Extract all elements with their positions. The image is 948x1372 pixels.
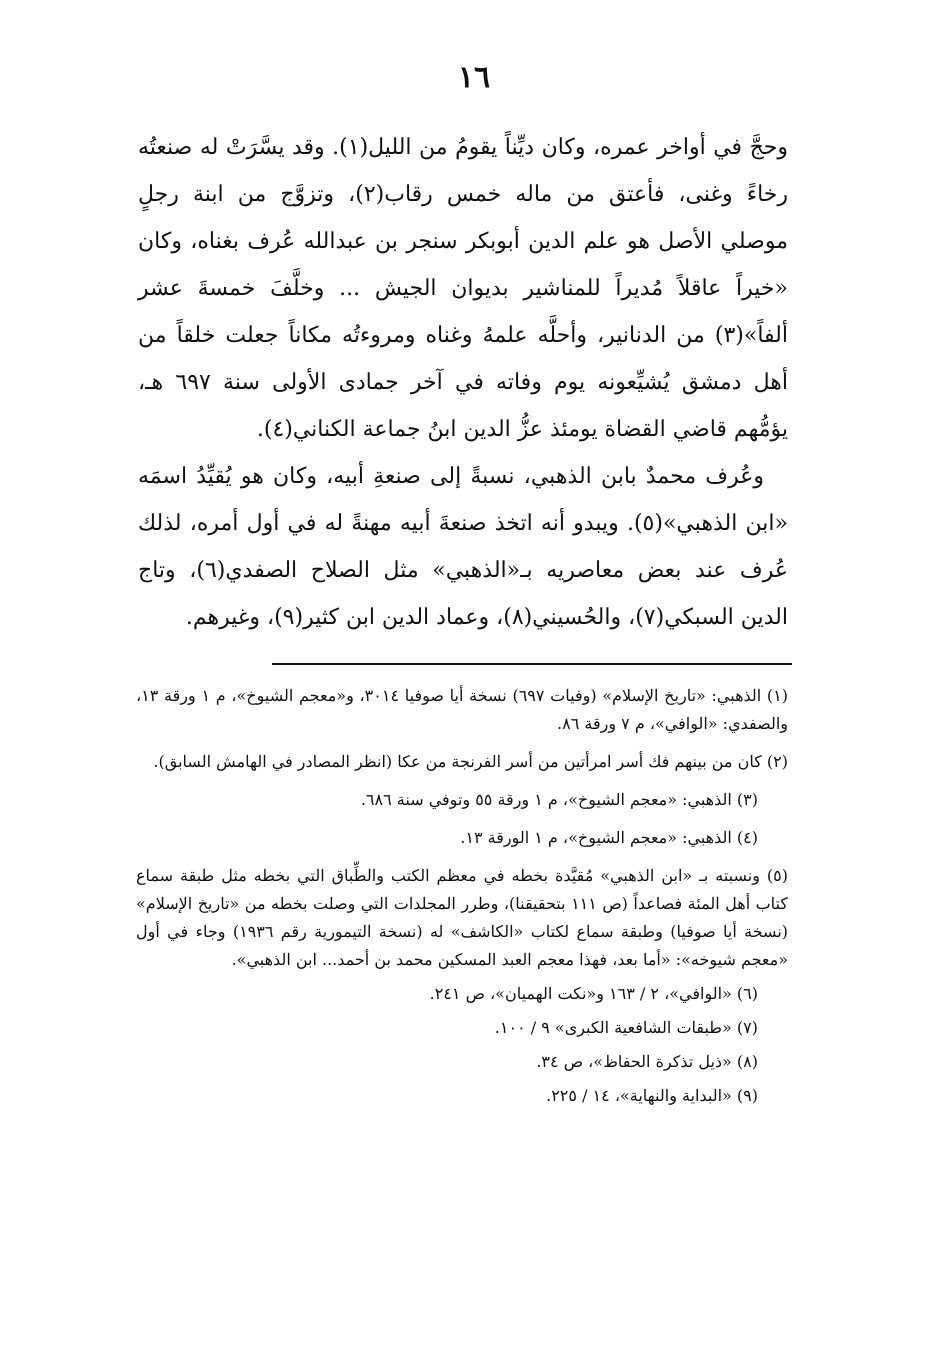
page-number: ١٦ <box>457 60 491 95</box>
footnote-9: (٩) «البداية والنهاية»، ١٤ / ٢٢٥. <box>546 1086 758 1105</box>
footnote-separator <box>272 663 792 665</box>
footnote-5: (٥) ونسبته بـ «ابن الذهبي» مُقيَّدة بخطه في معظم الكتب والطِّباق التي بخطه مثل طبقة سماع كتاب أهل المئة فصاعداً (ص ١١١ بتحقيقنا)، وطرر المجلدات التي وصلت بخطه من «تاريخ الإسلام» (نسخة أيا صوفيا) وطبقة سماع لكتاب «الكاشف» له (نسخة التيمورية رقم ١٩٣٦) وجاء في أول «معجم شيوخه»: «أما بعد، فهذا معجم العبد المسكين محمد بن أحمد... ابن الذهبي». <box>136 866 789 969</box>
footnote-1: (١) الذهبي: «تاريخ الإسلام» (وفيات ٦٩٧) نسخة أيا صوفيا ٣٠١٤، و«معجم الشيوخ»، م ١ ورقة ١٣، والصفدي: «الوافي»، م ٧ ورقة ٨٦. <box>136 686 789 733</box>
paragraph-2: وعُرف محمدٌ بابن الذهبي، نسبةً إلى صنعةِ أبيه، وكان هو يُقيِّدُ اسمَه «ابن الذهبي»(٥). ويبدو أنه اتخذ صنعةَ أبيه مهنةً له في أول أمره، لذلك عُرف عند بعض معاصريه بـ«الذهبي» مثل الصلاح الصفدي(٦)، وتاج الدين السبكي(٧)، والحُسيني(٨)، وعماد الدين ابن كثير(٩)، وغيرهم. <box>138 464 789 630</box>
footnote-7: (٧) «طبقات الشافعية الكبرى» ٩ / ١٠٠. <box>494 1018 758 1037</box>
footnotes <box>136 682 788 1116</box>
footnote-8: (٨) «ذيل تذكرة الحفاظ»، ص ٣٤. <box>536 1052 758 1071</box>
footnote-3: (٣) الذهبي: «معجم الشيوخ»، م ١ ورقة ٥٥ وتوفي سنة ٦٨٦. <box>360 790 758 809</box>
footnote-2: (٢) كان من بينهم فك أسر امرأتين من أسر الفرنجة من عكا (انظر المصادر في الهامش السابق). <box>153 752 788 771</box>
main-text <box>138 124 788 641</box>
paragraph-1: وحجَّ في أواخر عمره، وكان ديِّناً يقومُ من الليل(١). وقد يسَّرَتْ له صنعتُه رخاءً وغنى، فأعتق من ماله خمس رقاب(٢)، وتزوَّج من ابنة رجلٍ موصلي الأصل هو علم الدين أبوبكر سنجر بن عبدالله عُرف بغناه، وكان «خيراً عاقلاً مُديراً للمناشير بديوان الجيش ... وخلَّفَ خمسةَ عشر ألفاً»(٣) من الدنانير، وأحلَّه علمهُ وغناه ومروءتُه مكاناً جعلت خلقاً من أهل دمشق يُشيِّعونه يوم وفاته في آخر جمادى الأولى سنة ٦٩٧ هـ، يؤمُّهم قاضي القضاة يومئذ عزُّ الدين ابنُ جماعة الكناني(٤). <box>138 135 789 442</box>
footnote-6: (٦) «الوافي»، ٢ / ١٦٣ و«نكت الهميان»، ص ٢٤١. <box>429 984 758 1003</box>
footnote-4: (٤) الذهبي: «معجم الشيوخ»، م ١ الورقة ١٣. <box>460 828 758 847</box>
